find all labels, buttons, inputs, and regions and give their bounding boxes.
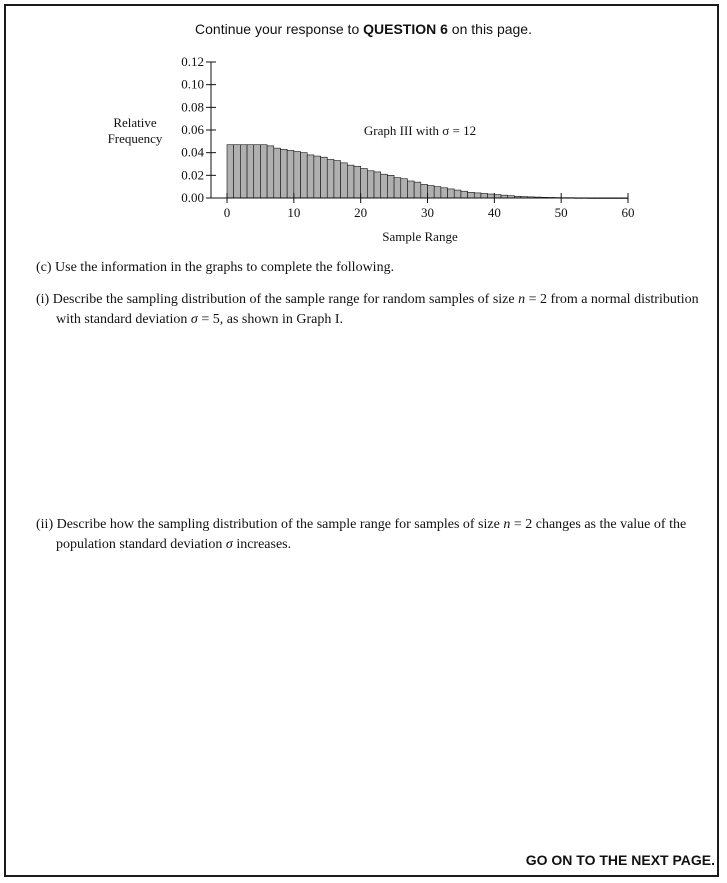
y-tick-label: 0.02 [181, 167, 204, 183]
part-i-text-1b: = 2 from a normal [525, 292, 631, 307]
y-tick-label: 0.08 [181, 99, 204, 115]
histogram-bar [314, 156, 321, 198]
histogram-bar [394, 178, 401, 198]
part-i-question [36, 290, 706, 330]
histogram-bar [414, 182, 421, 198]
x-tick-label: 10 [287, 205, 301, 220]
histogram-bar [327, 159, 334, 198]
part-ii-text-1b: = 2 changes as the value of [510, 517, 666, 532]
chart-title: Graph III with σ = 12 [363, 123, 477, 138]
part-i-text-2b: = 5, as shown in Graph I. [197, 312, 343, 327]
histogram-bar [341, 163, 348, 198]
part-ii-sigma: σ [225, 537, 233, 552]
histogram-bar [234, 145, 241, 198]
histogram-bar [260, 145, 267, 198]
y-axis-label-line2: Frequency [107, 131, 163, 146]
histogram-bar [428, 186, 435, 198]
histogram-bar [301, 153, 308, 198]
histogram-bar [401, 179, 408, 198]
histogram-bar [307, 155, 314, 198]
x-tick-label: 40 [487, 205, 501, 220]
histogram-bar [468, 192, 475, 198]
y-tick-label: 0.06 [181, 122, 204, 137]
histogram-bar [287, 150, 294, 198]
histogram-bar [247, 145, 254, 198]
histogram-chart [0, 0, 727, 260]
part-ii-text-2b: increases. [232, 537, 292, 552]
histogram-bar [434, 187, 441, 198]
histogram-bar [367, 171, 374, 198]
x-axis-label: Sample Range [382, 229, 458, 244]
histogram-bar [448, 189, 455, 198]
histogram-bar [381, 174, 388, 198]
part-i-sigma: σ [190, 312, 198, 327]
histogram-bar [494, 195, 501, 198]
x-tick-label: 20 [354, 205, 368, 220]
header-suffix: on this page. [447, 21, 532, 37]
histogram-bar [407, 181, 414, 198]
go-on-next-page: GO ON TO THE NEXT PAGE. [525, 852, 715, 868]
header-prefix: Continue your response to [195, 21, 364, 37]
y-tick-label: 0.00 [181, 190, 204, 205]
histogram-bar [361, 169, 368, 198]
part-ii-text-1a: (ii) Describe how the sampling distribution of the sample range for samples of size [36, 517, 504, 532]
histogram-bar [280, 149, 287, 198]
part-i-text-1a: (i) Describe the sampling distribution of the sample range for random samples of size [36, 292, 519, 307]
histogram-bar [254, 145, 261, 198]
histogram-bar [441, 188, 448, 198]
histogram-bar [454, 190, 461, 198]
x-tick-label: 50 [554, 205, 568, 220]
histogram-bar [294, 152, 301, 198]
histogram-bar [267, 146, 274, 198]
part-ii-n: n [503, 517, 511, 532]
histogram-bar [461, 191, 468, 198]
x-tick-label: 30 [421, 205, 434, 220]
histogram-bar [488, 194, 495, 198]
part-ii-text-2a: the population standard deviation [56, 517, 687, 552]
part-i-n: n [518, 292, 526, 307]
histogram-bar [274, 148, 281, 198]
histogram-bar [227, 145, 234, 198]
bars-group [227, 145, 628, 199]
histogram-bar [334, 161, 341, 198]
histogram-bar [387, 175, 394, 198]
y-tick-label: 0.12 [181, 54, 204, 69]
histogram-bar [421, 184, 428, 198]
part-i-text-2a: distribution with standard deviation [56, 292, 699, 327]
histogram-bar [474, 193, 481, 198]
x-tick-label: 60 [621, 205, 635, 220]
histogram-bar [240, 145, 247, 198]
part-ii-question [36, 515, 706, 555]
histogram-bar [354, 166, 361, 198]
histogram-bar [321, 157, 328, 198]
y-tick-label: 0.10 [181, 76, 204, 92]
histogram-bar [481, 193, 488, 198]
question-number: QUESTION 6 [363, 21, 448, 37]
y-tick-label: 0.04 [181, 144, 204, 160]
y-axis-label-line1: Relative [113, 115, 157, 130]
x-tick-label: 0 [223, 205, 231, 220]
histogram-bar [374, 172, 381, 198]
section-c-instruction: (c) Use the information in the graphs to complete the following. [36, 260, 395, 275]
histogram-bar [347, 165, 354, 198]
